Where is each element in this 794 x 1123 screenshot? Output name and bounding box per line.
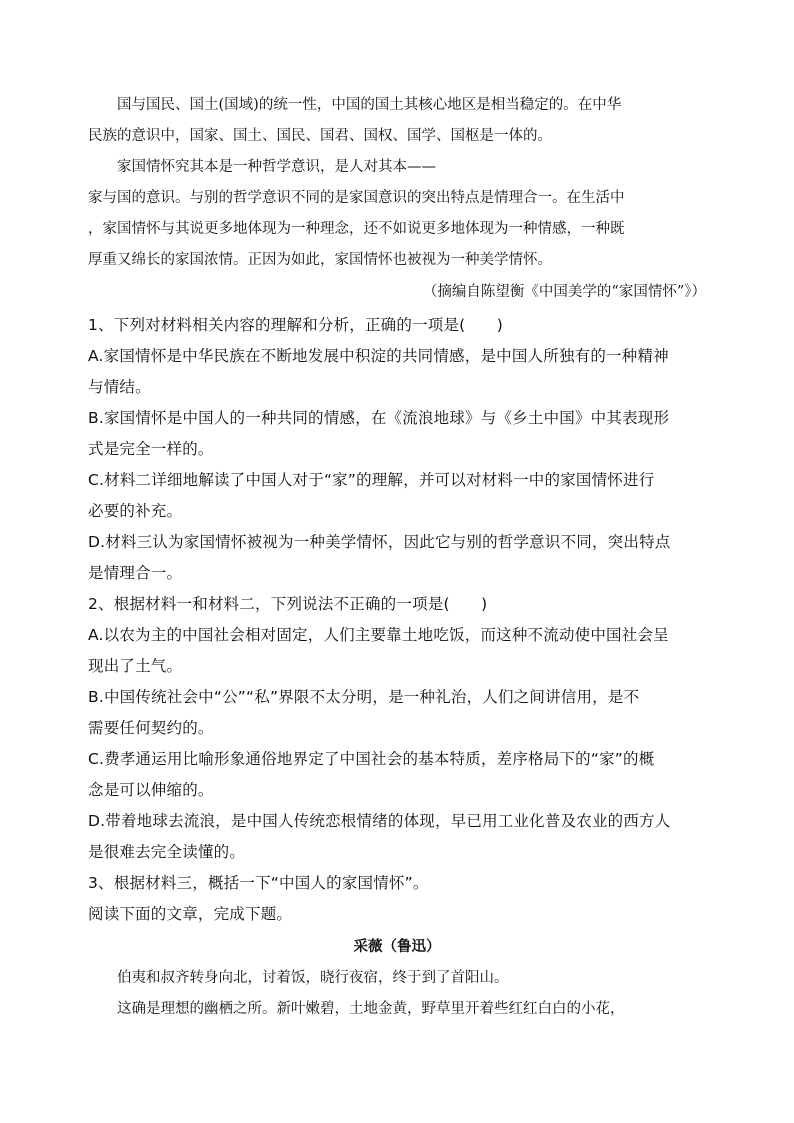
question-3-stem: 3、根据材料三，概括一下“中国人的家国情怀”。 [88, 874, 429, 892]
question-2-option-a-cont: 现出了土气。 [88, 657, 183, 675]
question-1-option-c-cont: 必要的补充。 [88, 502, 183, 520]
question-2-option-b: B.中国传统社会中“公”“私”界限不太分明，是一种礼治，人们之间讲信用，是不 [88, 688, 640, 706]
question-2-option-c: C.费孝通运用比喻形象通俗地界定了中国社会的基本特质，差序格局下的“家”的概 [88, 750, 655, 768]
question-2-stem: 2、根据材料一和材料二，下列说法不正确的一项是( ) [88, 595, 488, 613]
question-1-option-b: B.家国情怀是中国人的一种共同的情感，在《流浪地球》与《乡土中国》中其表现形 [88, 409, 670, 427]
question-1-option-d-cont: 是情理合一。 [88, 564, 183, 582]
question-2-option-d: D.带着地球去流浪，是中国人传统恋根情绪的体现，早已用工业化普及农业的西方人 [88, 812, 671, 830]
article-line: 这确是理想的幽栖之所。新叶嫩碧，土地金黄，野草里开着些红红白白的小花， [117, 1001, 625, 1017]
question-1-option-b-cont: 式是完全一样的。 [88, 440, 214, 458]
question-1-stem: 1、下列对材料相关内容的理解和分析，正确的一项是( ) [88, 316, 504, 334]
passage-line: 民族的意识中，国家、国土、国民、国君、国权、国学、国枢是一体的。 [88, 128, 552, 144]
passage-line: 厚重又绵长的家国浓情。正因为如此，家国情怀也被视为一种美学情怀。 [88, 252, 552, 268]
question-2-option-c-cont: 念是可以伸缩的。 [88, 781, 214, 799]
article-line: 伯夷和叔齐转身向北，讨着饭，晓行夜宿，终于到了首阳山。 [117, 970, 509, 986]
reading-instruction: 阅读下面的文章，完成下题。 [88, 905, 293, 923]
question-1-option-a: A.家国情怀是中华民族在不断地发展中积淀的共同情感，是中国人所独有的一种精神 [88, 347, 669, 365]
article-title: 采薇（鲁迅） [353, 938, 441, 955]
passage-line: 国与国民、国土(国域)的统一性，中国的国土其核心地区是相当稳定的。在中华 [117, 97, 622, 113]
passage-line: 家国情怀究其本是一种哲学意识，是人对其本—— [117, 159, 436, 175]
question-2-option-a: A.以农为主的中国社会相对固定，人们主要靠土地吃饭，而这种不流动使中国社会呈 [88, 626, 669, 644]
question-2-option-b-cont: 需要任何契约的。 [88, 719, 214, 737]
source-citation: （摘编自陈望衡《中国美学的“家国情怀”》） [422, 284, 706, 300]
question-1-option-c: C.材料二详细地解读了中国人对于“家”的理解，并可以对材料一中的家国情怀进行 [88, 471, 655, 489]
question-1-option-d: D.材料三认为家国情怀被视为一种美学情怀，因此它与别的哲学意识不同，突出特点 [88, 533, 671, 551]
passage-line: ，家国情怀与其说更多地体现为一种理念，还不如说更多地体现为一种情感，一种既 [88, 221, 625, 237]
question-2-option-d-cont: 是很难去完全读懂的。 [88, 843, 246, 861]
passage-line: 家与国的意识。与别的哲学意识不同的是家国意识的突出特点是情理合一。在生活中 [88, 190, 625, 206]
question-1-option-a-cont: 与情结。 [88, 378, 151, 396]
